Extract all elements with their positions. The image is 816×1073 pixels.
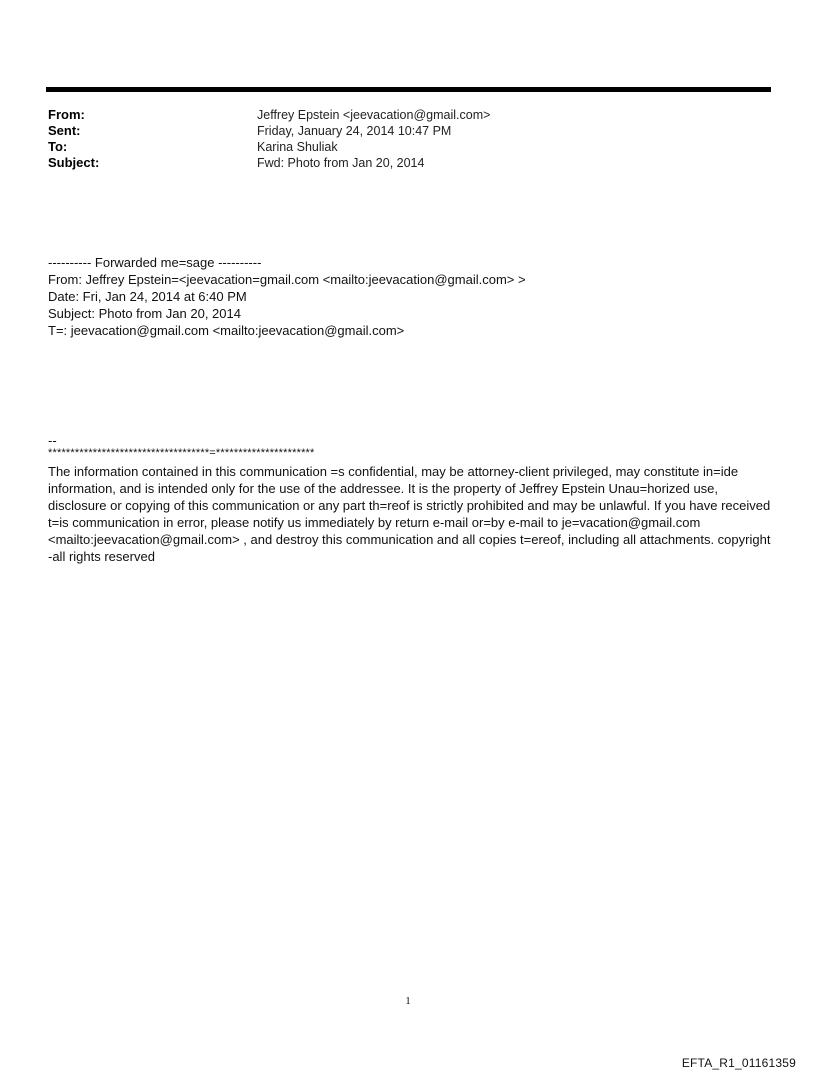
signature-dashes: -- (48, 433, 57, 448)
from-value: Jeffrey Epstein <jeevacation@gmail.com> (257, 108, 491, 122)
header-divider (46, 87, 771, 92)
subject-label: Subject: (48, 155, 100, 170)
sent-row (48, 123, 768, 139)
from-label: From: (48, 107, 85, 122)
forwarded-subject-line: Subject: Photo from Jan 20, 2014 (48, 306, 241, 321)
subject-value: Fwd: Photo from Jan 20, 2014 (257, 156, 425, 170)
forwarded-message-block (48, 254, 778, 339)
from-row (48, 107, 768, 123)
forwarded-to-line: T=: jeevacation@gmail.com <mailto:jeevacation@gmail.com> (48, 323, 405, 338)
to-row (48, 139, 768, 155)
sent-value: Friday, January 24, 2014 10:47 PM (257, 124, 452, 138)
to-value: Karina Shuliak (257, 140, 338, 154)
signature-block (48, 434, 778, 565)
forwarded-date-line: Date: Fri, Jan 24, 2014 at 6:40 PM (48, 289, 247, 304)
subject-row (48, 155, 768, 171)
sent-label: Sent: (48, 123, 81, 138)
signature-stars: ************************************=********************** (48, 447, 315, 459)
email-header (48, 107, 768, 171)
document-id: EFTA_R1_01161359 (681, 1056, 796, 1070)
to-label: To: (48, 139, 68, 154)
page-number: 1 (405, 995, 411, 1007)
forwarded-separator: ---------- Forwarded me=sage ---------- (48, 255, 262, 270)
forwarded-from-line: From: Jeffrey Epstein=<jeevacation=gmail.com <mailto:jeevacation@gmail.com> > (48, 272, 526, 287)
confidentiality-disclaimer: The information contained in this communication =s confidential, may be attorney-client privileged, may constitute in=ide information, and is intended only for the use of the addressee. It is the property of Jeffrey Epstein Unau=horized use, disclosure or copying of this communication or any part th=reof is strictly prohibited and may be unlawful. If you have received t=is communication in error, please notify us immediately by return e-mail or=by e-mail to je=vacation@gmail.com <mailto:jeevacation@gmail.com> , and destroy this communication and all copies t=ereof, including all attachments. copyright -all rights reserved (48, 464, 771, 564)
